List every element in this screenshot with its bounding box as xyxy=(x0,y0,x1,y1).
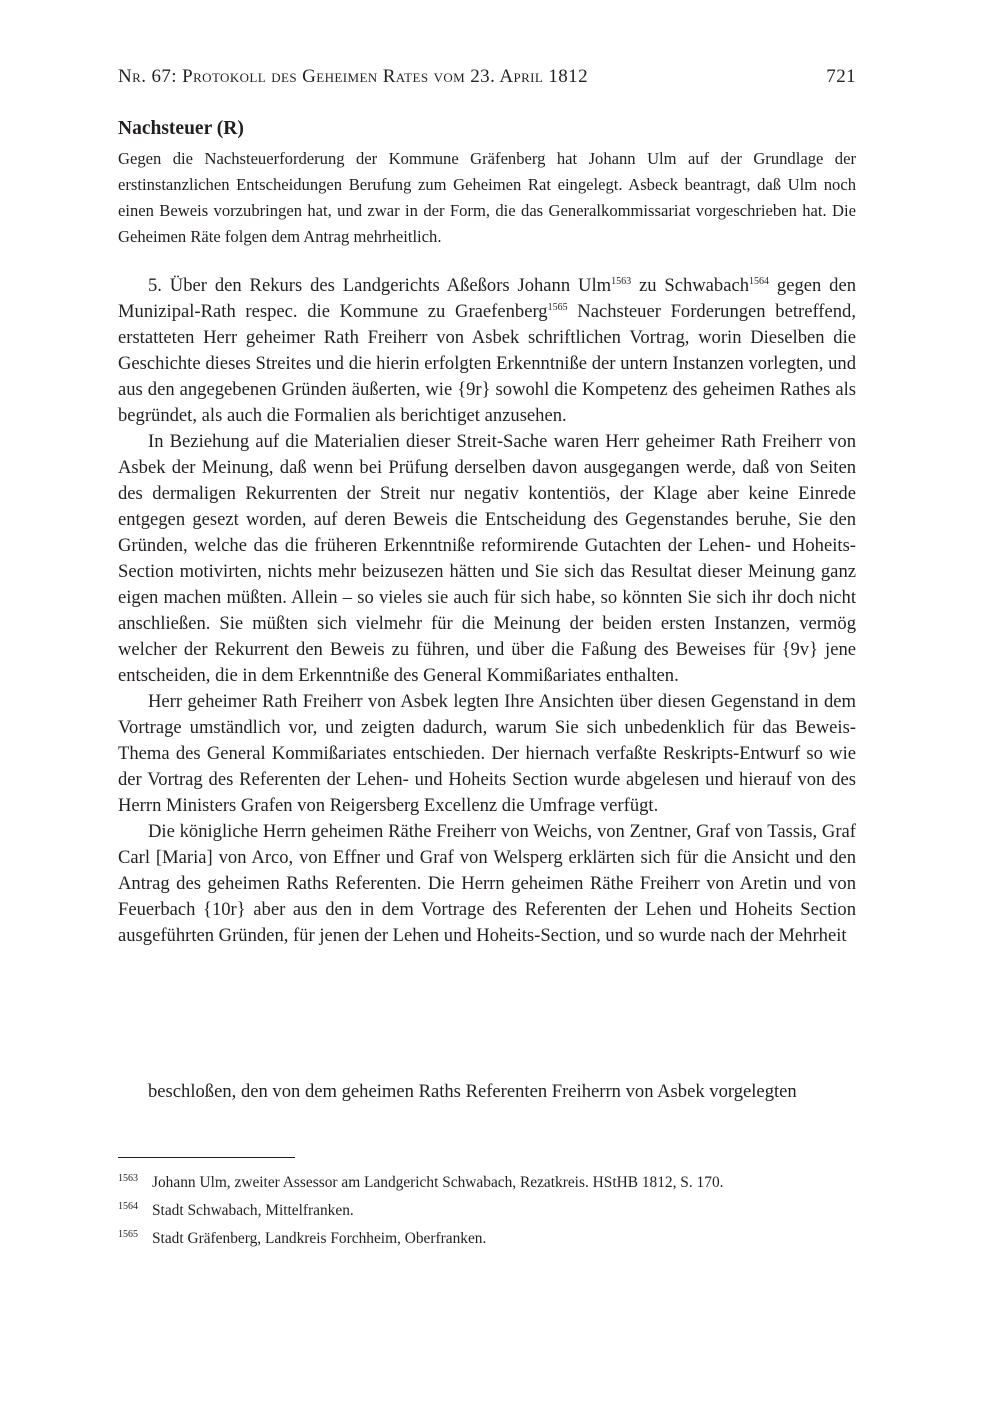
paragraph-1-part-b: zu Schwabach xyxy=(631,275,750,296)
footnote-divider xyxy=(118,1157,295,1158)
paragraph-5: beschloßen, den von dem geheimen Raths Referenten Freiherrn von Asbek vorgelegten xyxy=(148,1081,797,1102)
footnote-text: Stadt Gräfenberg, Landkreis Forchheim, Oberfranken. xyxy=(152,1230,487,1247)
section-summary xyxy=(118,146,856,250)
paragraph-3: Herr geheimer Rath Freiherr von Asbek legten Ihre Ansichten über diesen Gegenstand in dem Vortrage umständlich vor, und zeigten dadurch, warum Sie sich unbedenklich für das Beweis-Thema des General Kommißariates entschieden. Der hiernach verfaßte Reskripts-Entwurf so wie der Vortrag des Referenten der Lehen- und Hoheits Section wurde abgelesen und hierauf von des Herrn Ministers Grafen von Reigersberg Excellenz die Umfrage verfügt. xyxy=(118,691,856,816)
footnote-1565 xyxy=(118,1225,856,1253)
footnote-number: 1565 xyxy=(118,1229,138,1240)
paragraph-4: Die königliche Herrn geheimen Räthe Freiherr von Weichs, von Zentner, Graf von Tassis, Graf Carl [Maria] von Arco, von Effner und Graf von Welsperg erklärten sich für die Ansicht und den Antrag des geheimen Raths Referenten. Die Herrn geheimen Räthe Freiherr von Aretin und von Feuerbach {10r} aber aus den in dem Vortrage des Referenten der Lehen und Hoheits Section ausgeführten Gründen, für jenen der Lehen und Hoheits-Section, und so wurde nach der Mehrheit xyxy=(118,821,856,946)
running-header xyxy=(118,66,856,88)
footnote-number: 1563 xyxy=(118,1173,138,1184)
footnote-1563 xyxy=(118,1169,856,1197)
footnote-ref-1563: 1563 xyxy=(611,276,632,287)
protocol-text xyxy=(118,273,856,949)
resolution-text xyxy=(118,1079,856,1105)
summary-paragraph: Gegen die Nachsteuerforderung der Kommune Gräfenberg hat Johann Ulm auf der Grundlage der erstinstanzlichen Entscheidungen Berufung zum Geheimen Rat eingelegt. Asbeck beantragt, daß Ulm noch einen Beweis vorzubringen hat, und zwar in der Form, die das Generalkommissariat vorgeschrieben hat. Die Geheimen Räte folgen dem Antrag mehrheitlich. xyxy=(118,149,856,246)
footnote-number: 1564 xyxy=(118,1201,138,1212)
paragraph-1 xyxy=(118,273,856,429)
footnote-text: Stadt Schwabach, Mittelfranken. xyxy=(152,1202,354,1219)
paragraph-1-part-d: Nachsteuer Forderungen betreffend, erstatteten Herr geheimer Rath Freiherr von Asbek schriftlichen Vortrag, worin Dieselben die Geschichte dieses Streites und die hierin erfolgten Erkenntniße der untern Instanzen vorlegten, und aus den angegebenen Gründen äußerten, wie {9r} sowohl die Kompetenz des geheimen Rathes als begründet, als auch die Formalien als berichtiget anzusehen. xyxy=(118,301,856,426)
footnotes xyxy=(118,1169,856,1253)
paragraph-1-part-a: 5. Über den Rekurs des Landgerichts Aßeßors Johann Ulm xyxy=(148,275,612,296)
paragraph-2: In Beziehung auf die Materialien dieser Streit-Sache waren Herr geheimer Rath Freiherr von Asbek der Meinung, daß wenn bei Prüfung derselben davon ausgegangen werde, daß von Seiten des dermaligen Rekurrenten der Streit nur negativ kontentiös, der Klage aber keine Einrede entgegen gesezt worden, auf deren Beweis die Entscheidung des Gegenstandes beruhe, Sie den Gründen, welche das die früheren Erkenntniße reformirende Gutachten der Lehen- und Hoheits-Section motivirten, nichts mehr beizusezen hätten und Sie sich das Resultat dieser Meinung ganz eigen machen müßten. Allein – so vieles sie auch für sich habe, so könnten Sie sich ihr doch nicht anschließen. Sie müßten sich vielmehr für die Meinung der beiden ersten Instanzen, vermög welcher der Rekurrent den Beweis zu führen, und über die Faßung des Beweises für {9v} jene entscheiden, die in dem Erkenntniße des General Kommißariates enthalten. xyxy=(118,431,856,686)
header-title: Nr. 67: Protokoll des Geheimen Rates vom 23. April 1812 xyxy=(118,66,588,87)
paragraph-1-part-c: gegen den Munizipal-Rath respec. die Kommune zu Graefenberg xyxy=(118,275,856,322)
page-number: 721 xyxy=(826,66,856,87)
footnote-ref-1565: 1565 xyxy=(547,302,568,313)
footnote-text: Johann Ulm, zweiter Assessor am Landgericht Schwabach, Rezatkreis. HStHB 1812, S. 170. xyxy=(152,1174,724,1191)
footnote-ref-1564: 1564 xyxy=(749,276,770,287)
footnote-1564 xyxy=(118,1197,856,1225)
section-heading: Nachsteuer (R) xyxy=(118,118,244,139)
